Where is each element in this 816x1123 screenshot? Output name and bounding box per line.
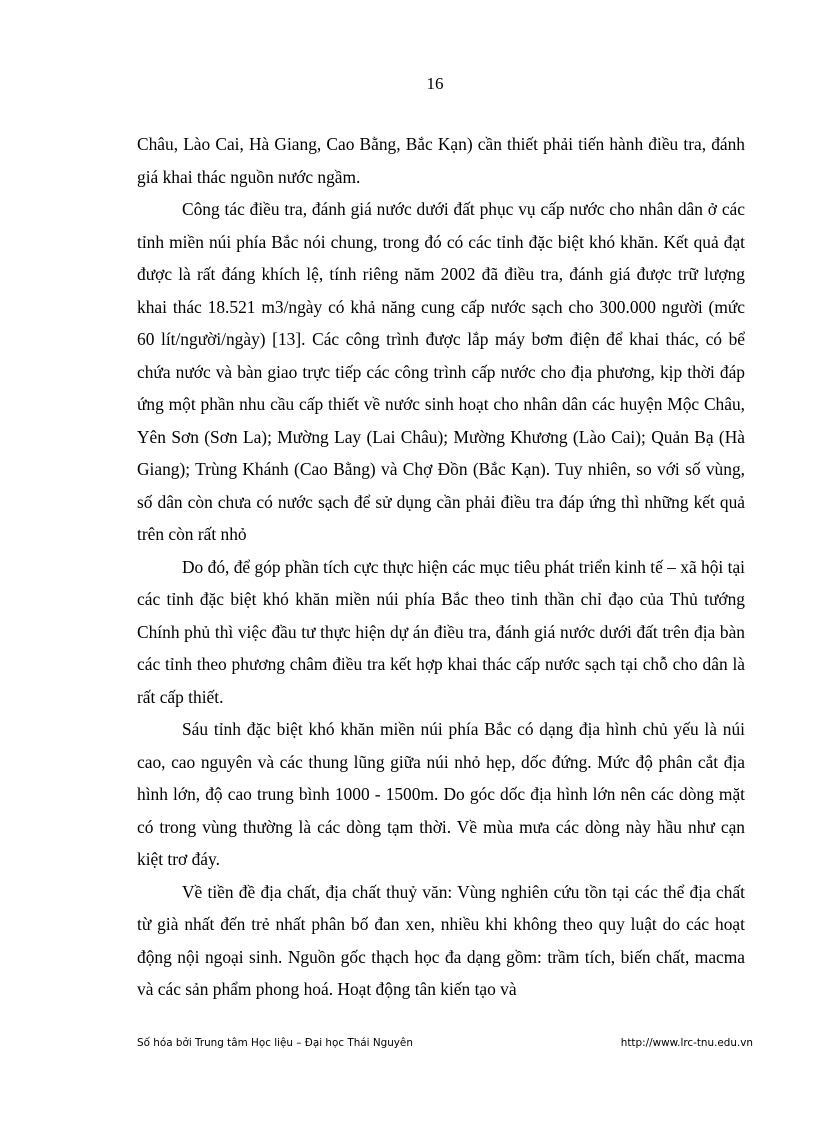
paragraph: Do đó, để góp phần tích cực thực hiện các mục tiêu phát triển kinh tế – xã hội tại các tỉnh đặc biệt khó khăn miền núi phía Bắc theo tinh thần chỉ đạo của Thủ tướng Chính phủ thì việc đầu tư thực hiện dự án điều tra, đánh giá nước dưới đất trên địa bàn các tỉnh theo phương châm điều tra kết hợp khai thác cấp nước sạch tại chỗ cho dân là rất cấp thiết. xyxy=(137,556,745,707)
page-number: 16 xyxy=(426,74,444,93)
footer-url-link[interactable]: http://www.lrc-tnu.edu.vn xyxy=(620,1037,753,1049)
paragraph: Sáu tỉnh đặc biệt khó khăn miền núi phía Bắc có dạng địa hình chủ yếu là núi cao, cao nguyên và các thung lũng giữa núi nhỏ hẹp, dốc đứng. Mức độ phân cắt địa hình lớn, độ cao trung bình 1000 - 1500m. Do góc dốc địa hình lớn nên các dòng mặt có trong vùng thường là các dòng tạm thời. Về mùa mưa các dòng này hầu như cạn kiệt trơ đáy. xyxy=(137,719,745,869)
paragraph: Về tiền đề địa chất, địa chất thuỷ văn: Vùng nghiên cứu tồn tại các thể địa chất từ già nhất đến trẻ nhất phân bố đan xen, nhiều khi không theo quy luật do các hoạt động nội ngoại sinh. Nguồn gốc thạch học đa dạng gồm: trầm tích, biến chất, macma và các sản phẩm phong hoá. Hoạt động tân kiến tạo và xyxy=(137,881,745,999)
document-body xyxy=(137,128,745,1006)
paragraph: Công tác điều tra, đánh giá nước dưới đất phục vụ cấp nước cho nhân dân ở các tỉnh miền núi phía Bắc nói chung, trong đó có các tỉnh đặc biệt khó khăn. Kết quả đạt được là rất đáng khích lệ, tính riêng năm 2002 đã điều tra, đánh giá được trữ lượng khai thác 18.521 m3/ngày có khả năng cung cấp nước sạch cho 300.000 người (mức 60 lít/người/ngày) [13]. Các công trình được lắp máy bơm điện để khai thác, có bể chứa nước và bàn giao trực tiếp các công trình cấp nước cho địa phương, kịp thời đáp ứng một phần nhu cầu cấp thiết về nước sinh hoạt cho nhân dân các huyện Mộc Châu, Yên Sơn (Sơn La); Mường Lay (Lai Châu); Mường Khương (Lào Cai); Quản Bạ (Hà Giang); Trùng Khánh (Cao Bằng) và Chợ Đồn (Bắc Kạn). Tuy nhiên, so với số vùng, số dân còn chưa có nước sạch để sử dụng cần phải điều tra đáp ứng thì những kết quả trên còn rất nhỏ xyxy=(137,199,745,544)
paragraph-continuation: Châu, Lào Cai, Hà Giang, Cao Bằng, Bắc Kạn) cần thiết phải tiến hành điều tra, đánh giá khai thác nguồn nước ngầm. xyxy=(137,134,745,187)
footer-source-text: Số hóa bởi Trung tâm Học liệu – Đại học Thái Nguyên xyxy=(137,1037,413,1049)
